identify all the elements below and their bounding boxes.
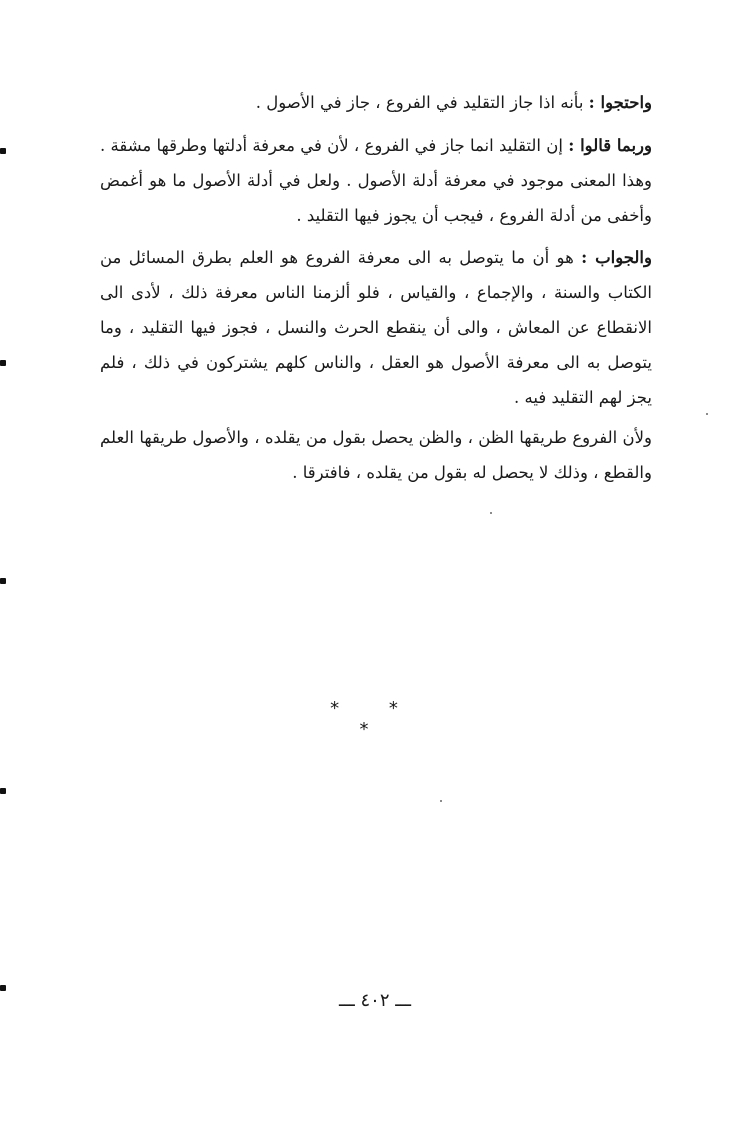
- paragraph-conclusion: [100, 420, 652, 490]
- paragraph-text: هو أن ما يتوصل به الى معرفة الفروع هو العلم بطرق المسائل من الكتاب والسنة ، والإجماع ، والقياس ، فلو ألزمنا الناس معرفة ذلك ، لأدى الى الانقطاع عن المعاش ، والى أن ينقطع الحرث والنسل ، فجوز فيها التقليد ، وما يتوصل به الى معرفة الأصول هو العقل ، والناس كلهم يشتركون في ذلك ، فلم يجز لهم التقليد فيه .: [100, 248, 652, 407]
- margin-mark: [0, 148, 6, 154]
- paragraph-answer: [100, 240, 652, 415]
- scan-speck: [490, 512, 492, 514]
- paragraph-lead: والجواب :: [581, 248, 652, 267]
- paragraph-text: إن التقليد انما جاز في الفروع ، لأن في معرفة أدلتها وطرقها مشقة . وهذا المعنى موجود في معرفة أدلة الأصول . ولعل في أدلة الأصول ما هو أغمض وأخفى من أدلة الفروع ، فيجب أن يجوز فيها التقليد .: [100, 136, 652, 225]
- paragraph-text: بأنه اذا جاز التقليد في الفروع ، جاز في الأصول .: [255, 93, 589, 112]
- paragraph-text: ولأن الفروع طريقها الظن ، والظن يحصل بقول من يقلده ، والأصول طريقها العلم والقطع ، وذلك لا يحصل له بقول من يقلده ، فافترقا .: [100, 428, 652, 482]
- scan-speck: [706, 413, 708, 415]
- paragraph-lead: وربما قالوا :: [568, 136, 652, 155]
- page-number: ـــ ٤٠٢ ـــ: [338, 990, 412, 1011]
- paragraph-argument: [100, 85, 652, 120]
- margin-mark: [0, 788, 6, 794]
- paragraph-lead: واحتجوا :: [588, 93, 652, 112]
- margin-mark: [0, 578, 6, 584]
- margin-mark: [0, 360, 6, 366]
- paragraph-objection: [100, 128, 652, 233]
- scan-speck: [440, 800, 442, 802]
- section-separator: * * *: [330, 698, 420, 740]
- margin-mark: [0, 985, 6, 991]
